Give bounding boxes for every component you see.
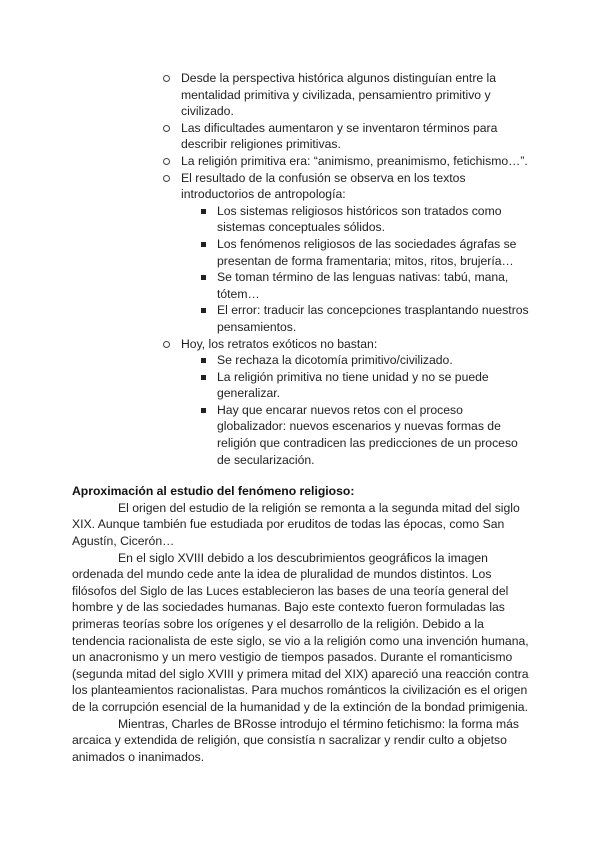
- list-item-text: Se toman término de las lenguas nativas: tabú, mana,: [217, 270, 509, 285]
- list-item: [0, 170, 600, 203]
- bullet-outline: [0, 70, 600, 468]
- section-body: [0, 500, 600, 766]
- list-item-text: mentalidad primitiva y civilizada, pensamientro primitivo y: [181, 87, 491, 102]
- list-item: [0, 236, 600, 269]
- list-item-text: religión que contradicen las predicciones de un proceso: [217, 436, 518, 451]
- square-bullet-icon: [201, 375, 206, 380]
- list-item-text: El error: traducir las concepciones trasplantando nuestros: [217, 303, 529, 318]
- paragraph-line: primeras teorías sobre los orígenes y el desarrollo de la religión. Debido a la: [72, 617, 484, 631]
- paragraph-line: hombre y de las sociedades humanas. Bajo este contexto fueron formuladas las: [72, 600, 505, 615]
- square-bullet-icon: [201, 308, 206, 313]
- square-bullet-icon: [201, 408, 206, 413]
- hollow-circle-bullet-icon: [163, 341, 170, 348]
- paragraph-line: (segunda mitad del siglo XVIII y primera mitad del XIX) apareció una reacción contra: [72, 666, 529, 681]
- paragraph: [0, 716, 600, 766]
- hollow-circle-bullet-icon: [163, 125, 170, 132]
- paragraph-line: tendencia racionalista de este siglo, se vio a la religión como una invención humana,: [72, 633, 529, 648]
- document-page: [0, 70, 600, 765]
- paragraph-line: Agustín, Cicerón…: [72, 534, 175, 549]
- list-item: [0, 336, 600, 353]
- square-bullet-icon: [201, 358, 206, 363]
- paragraph-line: filósofos del Siglo de las Luces establecieron las bases de una teoría general del: [72, 583, 509, 598]
- hollow-circle-bullet-icon: [163, 158, 170, 165]
- list-item-text: describir religiones primitivas.: [181, 137, 341, 152]
- list-item-text: Las dificultades aumentaron y se inventaron términos para: [181, 120, 498, 135]
- list-item: [0, 269, 600, 302]
- list-item-text: Hoy, los retratos exóticos no bastan:: [181, 336, 378, 351]
- paragraph-line: un anacronismo y un mero vestigio de tiempos pasados. Durante el romanticismo: [72, 650, 513, 665]
- list-item: [0, 352, 600, 369]
- list-item-text: Los sistemas religiosos históricos son tratados como: [217, 203, 502, 218]
- hollow-circle-bullet-icon: [163, 175, 170, 182]
- list-item-text: sistemas conceptuales sólidos.: [217, 220, 386, 235]
- list-item-text: La religión primitiva era: “animismo, preanimismo, fetichismo…”.: [181, 153, 528, 168]
- list-item-text: El resultado de la confusión se observa en los textos: [181, 170, 466, 185]
- paragraph-line: XIX. Aunque también fue estudiada por eruditos de todas las épocas, como San: [72, 517, 505, 532]
- list-item-text: Los fenómenos religiosos de las sociedades ágrafas se: [217, 236, 517, 251]
- list-item-text: globalizador: nuevos escenarios y nuevas formas de: [217, 419, 501, 434]
- list-item-text: generalizar.: [217, 386, 281, 401]
- list-item: [0, 203, 600, 236]
- paragraph-line: los planteamientos racionalistas. Para muchos románticos la civilización es el origen: [72, 683, 528, 698]
- list-item-text: de secularización.: [217, 452, 315, 467]
- list-item-text: tótem…: [217, 286, 260, 301]
- square-bullet-icon: [201, 242, 206, 247]
- paragraph: [0, 550, 600, 716]
- paragraph-line: En el siglo XVIII debido a los descubrimientos geográficos la imagen: [118, 550, 488, 565]
- list-item-text: Se rechaza la dicotomía primitivo/civilizado.: [217, 353, 453, 368]
- paragraph: [0, 500, 600, 550]
- list-item-text: Hay que encarar nuevos retos con el proceso: [217, 402, 463, 417]
- list-item: [0, 70, 600, 120]
- list-item: [0, 120, 600, 153]
- paragraph-line: arcaica y extendida de religión, que consistía n sacralizar y rendir culto a objetso: [72, 733, 507, 748]
- list-item-text: pensamientos.: [217, 319, 297, 334]
- list-item: [0, 402, 600, 468]
- list-item-text: introductorios de antropología:: [181, 187, 346, 202]
- list-item: [0, 153, 600, 170]
- square-bullet-icon: [201, 209, 206, 214]
- hollow-circle-bullet-icon: [163, 75, 170, 82]
- list-item: [0, 302, 600, 335]
- paragraph-line: de la corrupción esencial de la humanidad y de la extinción de la bondad primigenia.: [72, 699, 528, 714]
- square-bullet-icon: [201, 275, 206, 280]
- paragraph-line: animados o inanimados.: [72, 749, 205, 764]
- list-item-text: Desde la perspectiva histórica algunos distinguían entre la: [181, 71, 497, 85]
- paragraph-line: ordenada del mundo cede ante la idea de pluralidad de mundos distintos. Los: [72, 567, 492, 582]
- list-item-text: civilizado.: [181, 104, 234, 119]
- paragraph-line: El origen del estudio de la religión se remonta a la segunda mitad del siglo: [118, 500, 520, 515]
- list-item-text: La religión primitiva no tiene unidad y no se puede: [217, 369, 489, 384]
- list-item: [0, 369, 600, 402]
- section-heading: Aproximación al estudio del fenómeno religioso:: [72, 484, 355, 499]
- list-item-text: presentan de forma framentaria; mitos, ritos, brujería…: [217, 253, 514, 268]
- paragraph-line: Mientras, Charles de BRosse introdujo el término fetichismo: la forma más: [118, 716, 519, 731]
